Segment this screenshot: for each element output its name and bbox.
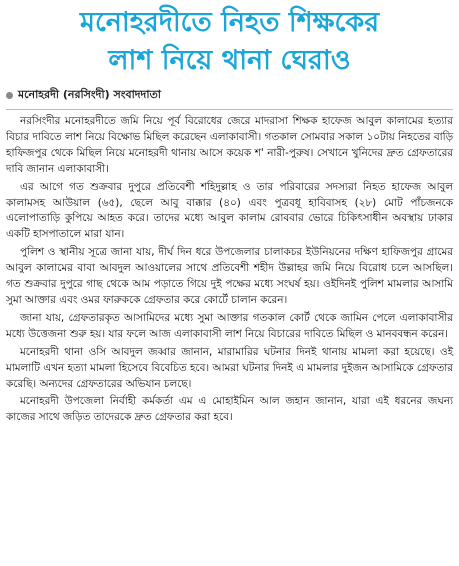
paragraph: মনোহরদী থানা ওসি আবদুল জব্বার জানান, মারামারির ঘটনার দিনই থানায় মামলা করা হয়েছে। ওই মামলাটি এখন হত্যা মামলা হিসেবে বিবেচিত হবে। আমরা ঘটনার দিনই এ মামলার দুইজন আসামিকে গ্রেফতার করেছি। অন্যদের গ্রেফতারের অভিযান চলছে। (6, 345, 453, 390)
byline-text: মনোহরদী (নরসিংদী) সংবাদদাতা (18, 88, 161, 101)
article-body (6, 114, 453, 426)
paragraph: নরসিংদীর মনোহরদীতে জমি নিয়ে পূর্ব বিরোধের জেরে মাদরাসা শিক্ষক হাফেজ আবুল কালামের হত্যার বিচার দাবিতে লাশ নিয়ে বিক্ষোভ মিছিল করেছেন এলাকাবাসী। গতকাল সোমবার সকাল ১০টায় নিহতের বাড়ি হাফিজপুর থেকে মিছিল নিয়ে মনোহরদী থানায় আসে কয়েক শ' নারী-পুরুষ। সেখানে খুনিদের দ্রুত গ্রেফতারের দাবি জানান এলাকাবাসী। (6, 115, 453, 175)
paragraph: মনোহরদী উপজেলা নির্বাহী কর্মকর্তা এম এ মোহাইমিন আল জহান জানান, যারা এই ধরনের জঘন্য কাজের সাথে জড়িত তাদেরকে দ্রুত গ্রেফতার করা হবে। (6, 395, 453, 424)
headline-line-2: লাশ নিয়ে থানা ঘেরাও (108, 45, 351, 76)
paragraph: পুলিশ ও স্থানীয় সূত্রে জানা যায়, দীর্ঘ দিন ধরে উপজেলার চালাকচর ইউনিয়নের দক্ষিণ হাফিজপুর গ্রামের আবুল কালামের বাবা আবদুল আওয়ালের সাথে প্রতিবেশী শহীদ উল্লাহর জমি নিয়ে বিরোধ চলে আসছিল। গত শুক্রবার দুপুরে গাছ থেকে আম পড়াতে গিয়ে দুই পক্ষের মধ্যে সংঘর্ষ হয়। ওইদিনই পুলিশ মামলার আসামি সুমা আক্তার এবং ওমর ফারুককে গ্রেফতার করে কোর্টে চালান করেন। (6, 246, 453, 306)
paragraph: জানা যায়, গ্রেফতারকৃত আসামিদের মধ্যে সুমা আক্তার গতকাল কোর্ট থেকে জামিন পেলে এলাকাবাসীর মধ্যে উত্তেজনা শুরু হয়। যার ফলে আজ এলাকাবাসী লাশ নিয়ে বিচারের দাবিতে মিছিল ও মানববন্ধন করেন। (6, 311, 453, 340)
paragraph: এর আগে গত শুক্রবার দুপুরে প্রতিবেশী শহিদুল্লাহ ও তার পরিবারের সদস্যরা নিহত হাফেজ আবুল কালামসহ আউয়াল (৬৫), ছেলে আবু বাক্কার (৪০) এবং পুত্রবধূ হাবিবাসহ (২৮) মোট পাঁচজনকে এলোপাতাড়ি কুপিয়ে আহত করে। তাদের মধ্যে আবুল কালাম রোববার ভোরে চিকিৎসাধীন অবস্থায় ঢাকার একটি হাসপাতালে মারা যান। (6, 180, 453, 241)
bullet-icon (6, 92, 13, 99)
byline (6, 86, 453, 110)
headline (6, 4, 453, 80)
headline-line-1: মনোহরদীতে নিহত শিক্ষকের (79, 7, 380, 38)
